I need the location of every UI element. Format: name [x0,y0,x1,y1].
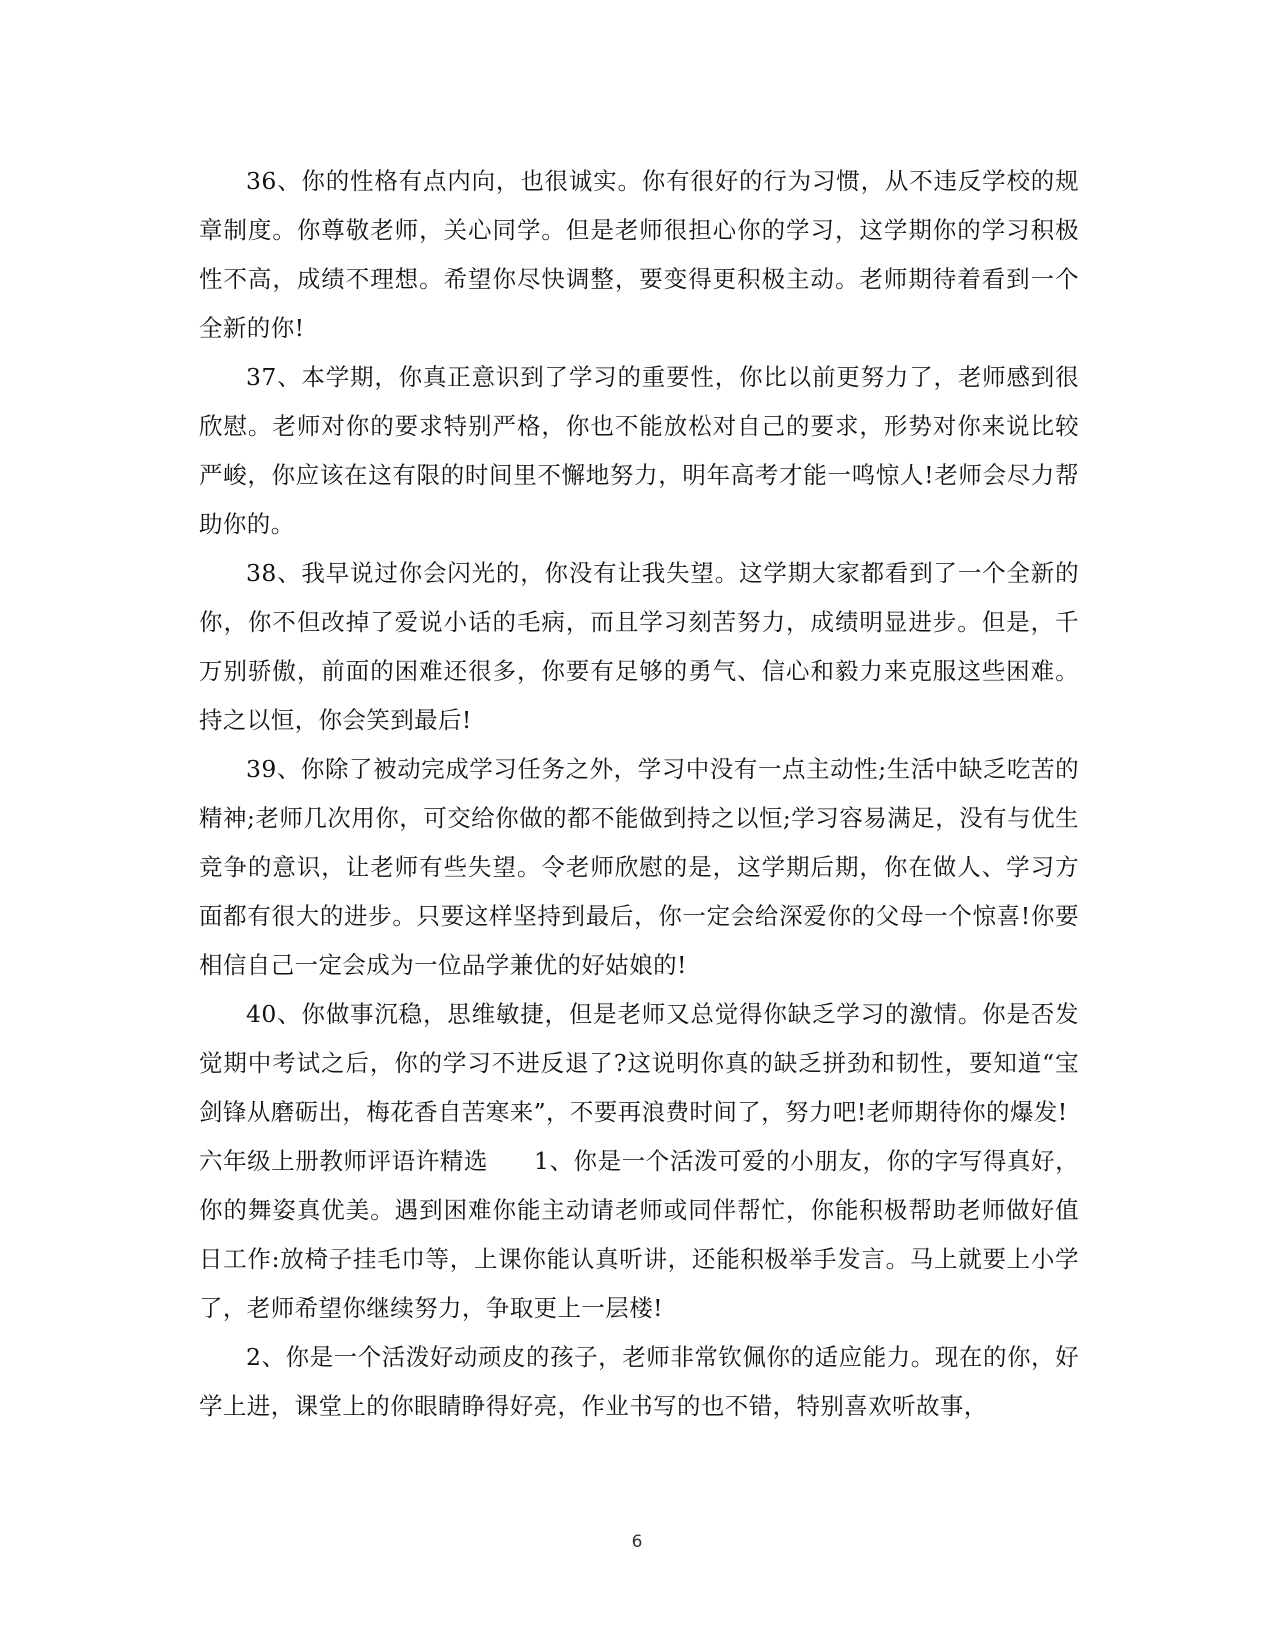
section-heading: 六年级上册教师评语许精选 [199,1147,488,1175]
section-first-comment: 1、你是一个活泼可爱的小朋友，你的字写得真好，你的舞姿真优美。遇到困难你能主动请老师或同伴帮忙，你能积极帮助老师做好值日工作:放椅子挂毛巾等，上课你能认真听讲，还能积极举手发言。马上就要上小学了，老师希望你继续努力，争取更上一层楼! [199,1147,1079,1322]
comment-paragraph-39: 39、你除了被动完成学习任务之外，学习中没有一点主动性;生活中缺乏吃苦的精神;老师几次用你，可交给你做的都不能做到持之以恒;学习容易满足，没有与优生竞争的意识，让老师有些失望。令老师欣慰的是，这学期后期，你在做人、学习方面都有很大的进步。只要这样坚持到最后，你一定会给深爱你的父母一个惊喜!你要相信自己一定会成为一位品学兼优的好姑娘的! [199,755,1079,979]
page-number: 6 [631,1532,643,1552]
comment-paragraph-37: 37、本学期，你真正意识到了学习的重要性，你比以前更努力了，老师感到很欣慰。老师对你的要求特别严格，你也不能放松对自己的要求，形势对你来说比较严峻，你应该在这有限的时间里不懈地努力，明年高考才能一鸣惊人!老师会尽力帮助你的。 [199,363,1079,538]
comment-paragraph-38: 38、我早说过你会闪光的，你没有让我失望。这学期大家都看到了一个全新的你，你不但改掉了爱说小话的毛病，而且学习刻苦努力，成绩明显进步。但是，千万别骄傲，前面的困难还很多，你要有足够的勇气、信心和毅力来克服这些困难。持之以恒，你会笑到最后! [199,559,1079,734]
comment-paragraph-36: 36、你的性格有点内向，也很诚实。你有很好的行为习惯，从不违反学校的规章制度。你尊敬老师，关心同学。但是老师很担心你的学习，这学期你的学习积极性不高，成绩不理想。希望你尽快调整，要变得更积极主动。老师期待着看到一个全新的你! [199,167,1079,342]
comment-paragraph-2: 2、你是一个活泼好动顽皮的孩子，老师非常钦佩你的适应能力。现在的你，好学上进，课堂上的你眼睛睁得好亮，作业书写的也不错，特别喜欢听故事， [199,1343,1079,1420]
section-paragraph [199,1137,1079,1333]
document-body [199,157,1079,1431]
comment-paragraph-40: 40、你做事沉稳，思维敏捷，但是老师又总觉得你缺乏学习的激情。你是否发觉期中考试之后，你的学习不进反退了?这说明你真的缺乏拼劲和韧性，要知道“宝剑锋从磨砺出，梅花香自苦寒来”，不要再浪费时间了，努力吧!老师期待你的爆发! [199,1000,1079,1126]
